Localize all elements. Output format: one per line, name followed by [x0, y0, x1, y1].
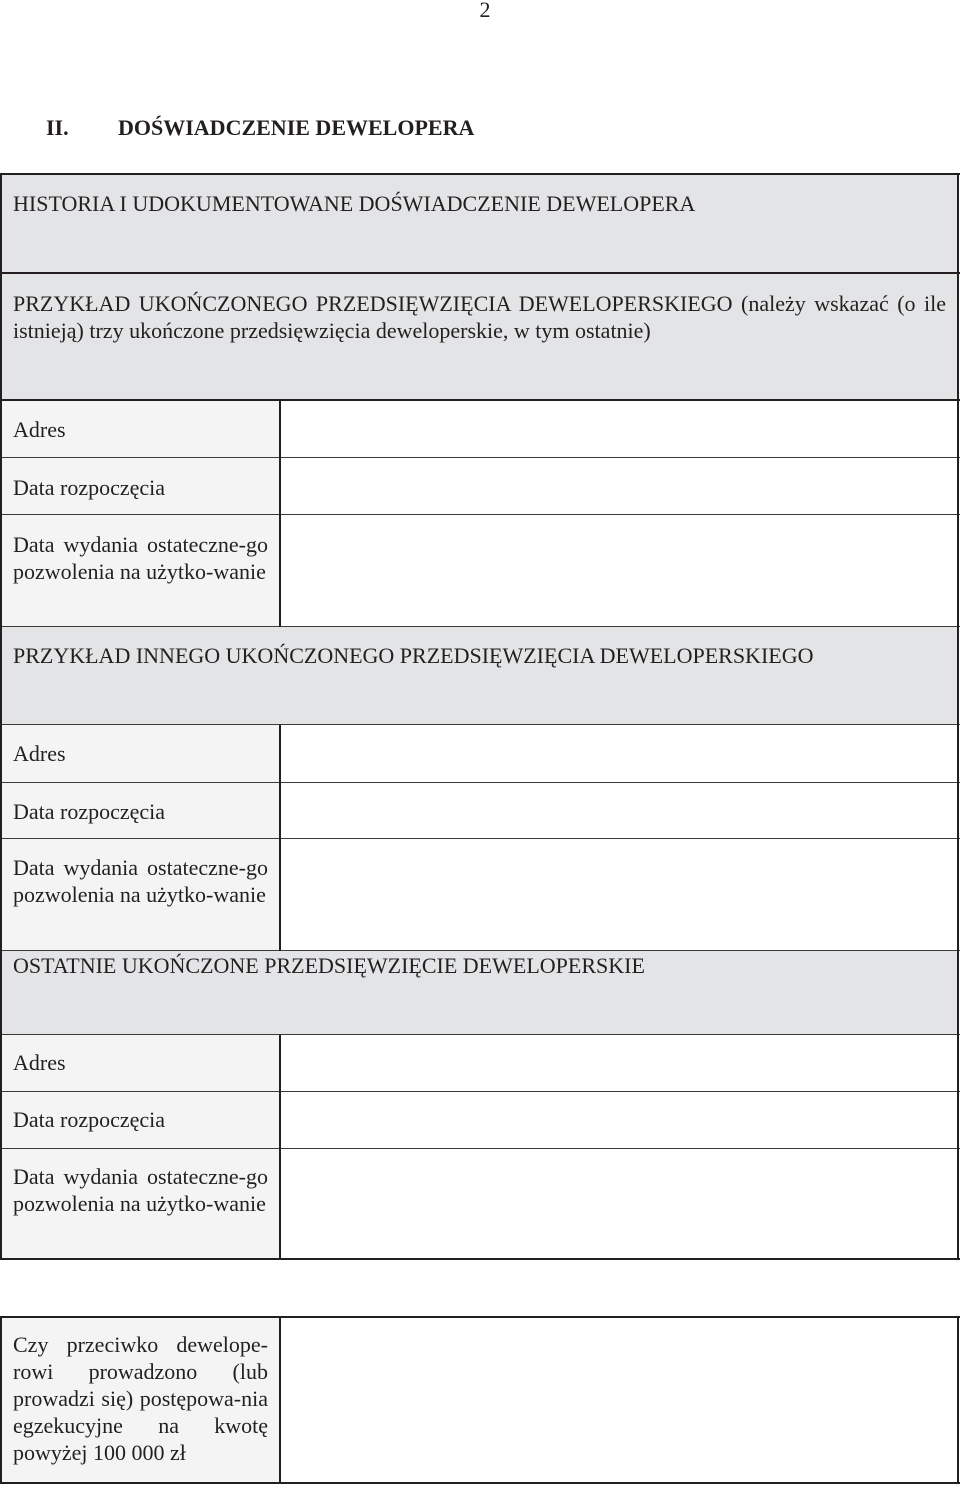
history-band: [1, 174, 958, 274]
history-title: HISTORIA I UDOKUMENTOWANE DOŚWIADCZENIE DEWELOPERA: [13, 191, 696, 216]
example1-address-label: Adres: [1, 400, 280, 457]
rule: [0, 514, 960, 515]
example2-address-value[interactable]: [281, 725, 958, 782]
example2-permit-date-value[interactable]: [281, 839, 958, 950]
rule: [0, 173, 2, 1260]
rule: [279, 1316, 281, 1484]
rule: [957, 173, 959, 1260]
rule: [0, 457, 960, 458]
rule: [0, 1091, 960, 1092]
example3-start-date-value[interactable]: [281, 1092, 958, 1148]
rule: [279, 1035, 281, 1260]
rule: [0, 950, 960, 951]
rule: [0, 1148, 960, 1149]
enforcement-answer-value[interactable]: [281, 1317, 958, 1483]
rule: [0, 399, 960, 401]
rule: [0, 838, 960, 839]
rule: [0, 626, 960, 627]
example2-start-date-label: Data rozpoczęcia: [1, 783, 280, 838]
example1-permit-date-label: Data wydania ostateczne-go pozwolenia na użytko-wanie: [1, 515, 280, 626]
example1-permit-date-value[interactable]: [281, 515, 958, 626]
example2-title: PRZYKŁAD INNEGO UKOŃCZONEGO PRZEDSIĘWZIĘCIA DEWELOPERSKIEGO: [13, 643, 814, 668]
rule: [0, 1482, 960, 1484]
rule: [0, 1316, 960, 1318]
example1-title: PRZYKŁAD UKOŃCZONEGO PRZEDSIĘWZIĘCIA DEWELOPERSKIEGO (należy wskazać (o ile istnieją) trzy ukończone przedsięwzięcia deweloperskie, w tym ostatnie): [13, 291, 946, 343]
rule: [957, 1316, 959, 1484]
rule: [279, 400, 281, 627]
example3-address-label: Adres: [1, 1035, 280, 1091]
example3-title: OSTATNIE UKOŃCZONE PRZEDSIĘWZIĘCIE DEWELOPERSKIE: [13, 953, 645, 978]
example3-start-date-label: Data rozpoczęcia: [1, 1092, 280, 1148]
section-heading: [46, 115, 474, 141]
example2-address-label: Adres: [1, 725, 280, 782]
section-title: DOŚWIADCZENIE DEWELOPERA: [118, 115, 475, 140]
example1-start-date-value[interactable]: [281, 458, 958, 514]
rule: [0, 1034, 960, 1035]
example2-permit-date-label: Data wydania ostateczne-go pozwolenia na użytko-wanie: [1, 839, 280, 950]
example3-permit-date-label: Data wydania ostateczne-go pozwolenia na użytko-wanie: [1, 1149, 280, 1259]
rule: [0, 272, 960, 274]
rule: [0, 1258, 960, 1260]
section-number: II.: [46, 115, 69, 140]
enforcement-question-label: Czy przeciwko dewelope-rowi prowadzono (lub prowadzi się) postępowa-nia egzekucyjne na kwotę powyżej 100 000 zł: [1, 1317, 280, 1483]
rule: [0, 1316, 2, 1484]
example3-permit-date-value[interactable]: [281, 1149, 958, 1259]
rule: [0, 173, 960, 175]
example2-start-date-value[interactable]: [281, 783, 958, 838]
example1-address-value[interactable]: [281, 400, 958, 457]
rule: [0, 782, 960, 783]
rule: [0, 724, 960, 725]
example3-address-value[interactable]: [281, 1035, 958, 1091]
rule: [279, 725, 281, 951]
page-number: 2: [479, 0, 491, 22]
example1-start-date-label: Data rozpoczęcia: [1, 458, 280, 514]
